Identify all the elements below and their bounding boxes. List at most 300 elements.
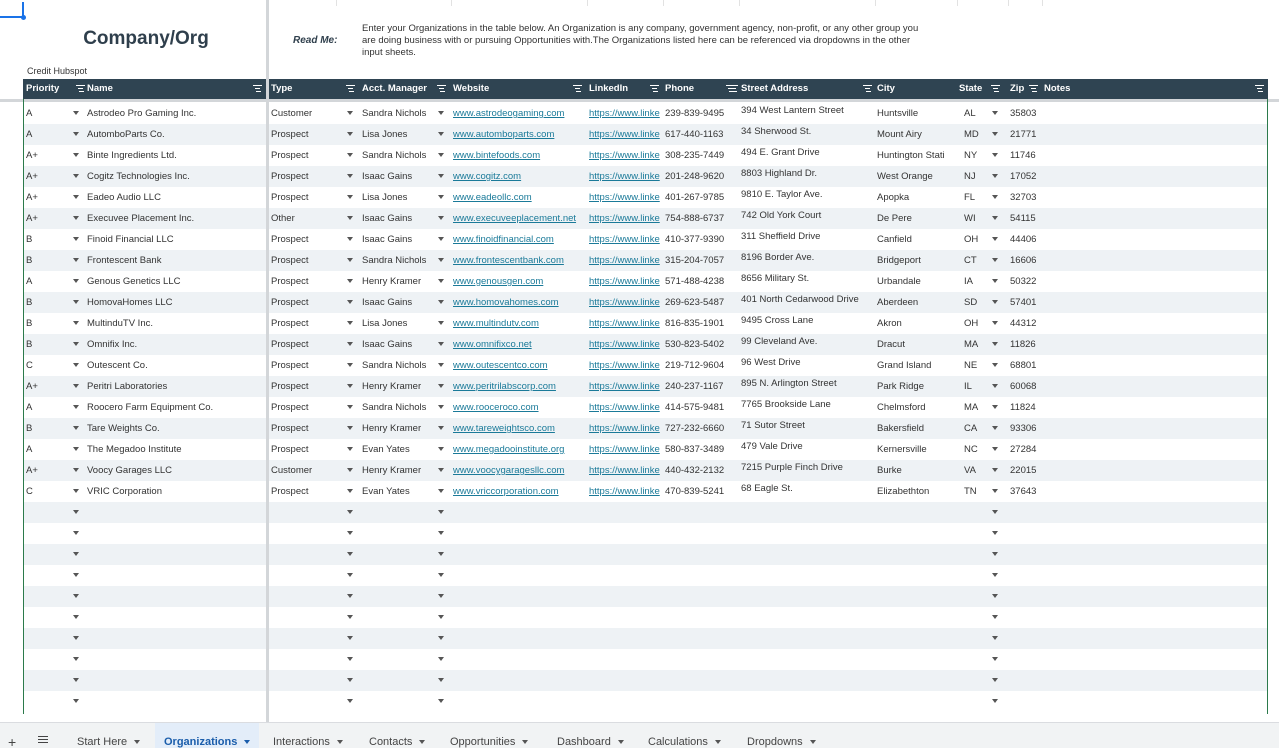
- dropdown-arrow-icon[interactable]: [347, 636, 353, 640]
- filter-icon[interactable]: [1029, 85, 1038, 93]
- dropdown-arrow-icon[interactable]: [347, 615, 353, 619]
- cell-type[interactable]: Prospect: [271, 192, 309, 203]
- dropdown-arrow-icon[interactable]: [347, 468, 353, 472]
- dropdown-arrow-icon[interactable]: [992, 552, 998, 556]
- cell-phone[interactable]: 219-712-9604: [665, 360, 725, 371]
- linkedin-link[interactable]: https://www.linke: [589, 234, 660, 245]
- cell-state[interactable]: MD: [964, 129, 979, 140]
- cell-name[interactable]: Execuvee Placement Inc.: [87, 213, 195, 224]
- cell-type[interactable]: Prospect: [271, 444, 309, 455]
- cell-zip[interactable]: 27284: [1010, 444, 1037, 455]
- tab-contacts[interactable]: [369, 723, 425, 748]
- cell-state[interactable]: MA: [964, 339, 979, 350]
- cell-zip[interactable]: 11826: [1010, 339, 1036, 350]
- cell-state[interactable]: MA: [964, 402, 979, 413]
- cell-street-address[interactable]: 479 Vale Drive: [741, 441, 803, 452]
- dropdown-arrow-icon[interactable]: [992, 279, 998, 283]
- all-sheets-menu-icon[interactable]: [38, 736, 48, 743]
- website-link[interactable]: www.automboparts.com: [453, 129, 555, 140]
- cell-acct-manager[interactable]: Henry Kramer: [362, 276, 422, 287]
- cell-phone[interactable]: 727-232-6660: [665, 423, 725, 434]
- dropdown-arrow-icon[interactable]: [347, 594, 353, 598]
- cell-state[interactable]: SD: [964, 297, 978, 308]
- cell-city[interactable]: Urbandale: [877, 276, 921, 287]
- cell-priority[interactable]: B: [26, 318, 33, 329]
- cell-name[interactable]: Frontescent Bank: [87, 255, 162, 266]
- cell-acct-manager[interactable]: Isaac Gains: [362, 213, 413, 224]
- linkedin-link[interactable]: https://www.linke: [589, 108, 660, 119]
- cell-type[interactable]: Prospect: [271, 318, 309, 329]
- dropdown-arrow-icon[interactable]: [438, 636, 444, 640]
- cell-state[interactable]: VA: [964, 465, 976, 476]
- cell-type[interactable]: Prospect: [271, 276, 309, 287]
- dropdown-arrow-icon[interactable]: [438, 489, 444, 493]
- dropdown-arrow-icon[interactable]: [73, 657, 79, 661]
- dropdown-arrow-icon[interactable]: [992, 342, 998, 346]
- dropdown-arrow-icon[interactable]: [992, 111, 998, 115]
- cell-linkedin[interactable]: [586, 187, 662, 208]
- dropdown-arrow-icon[interactable]: [438, 510, 444, 514]
- dropdown-arrow-icon[interactable]: [438, 111, 444, 115]
- cell-phone[interactable]: 201-248-9620: [665, 171, 725, 182]
- dropdown-arrow-icon[interactable]: [992, 615, 998, 619]
- cell-city[interactable]: Grand Island: [877, 360, 932, 371]
- dropdown-arrow-icon[interactable]: [347, 447, 353, 451]
- dropdown-arrow-icon[interactable]: [73, 468, 79, 472]
- dropdown-arrow-icon[interactable]: [347, 237, 353, 241]
- dropdown-arrow-icon[interactable]: [347, 153, 353, 157]
- cell-acct-manager[interactable]: Isaac Gains: [362, 171, 413, 182]
- cell-priority[interactable]: B: [26, 339, 33, 350]
- cell-phone[interactable]: 315-204-7057: [665, 255, 725, 266]
- cell-state[interactable]: FL: [964, 192, 976, 203]
- cell-name[interactable]: Eadeo Audio LLC: [87, 192, 161, 203]
- cell-state[interactable]: IA: [964, 276, 973, 287]
- column-header-street-address[interactable]: Street Address: [741, 83, 809, 94]
- dropdown-arrow-icon[interactable]: [438, 132, 444, 136]
- cell-street-address[interactable]: 8803 Highland Dr.: [741, 168, 818, 179]
- cell-name[interactable]: Omnifix Inc.: [87, 339, 138, 350]
- cell-priority[interactable]: A+: [26, 192, 38, 203]
- cell-website[interactable]: [450, 271, 586, 292]
- dropdown-arrow-icon[interactable]: [347, 174, 353, 178]
- filter-icon[interactable]: [729, 85, 738, 93]
- cell-type[interactable]: Prospect: [271, 486, 309, 497]
- cell-state[interactable]: OH: [964, 234, 979, 245]
- cell-linkedin[interactable]: [586, 166, 662, 187]
- dropdown-arrow-icon[interactable]: [347, 279, 353, 283]
- filter-icon[interactable]: [650, 85, 659, 93]
- cell-street-address[interactable]: 68 Eagle St.: [741, 483, 793, 494]
- cell-website[interactable]: [450, 166, 586, 187]
- tab-start-here[interactable]: [77, 723, 140, 748]
- cell-acct-manager[interactable]: Isaac Gains: [362, 339, 413, 350]
- linkedin-link[interactable]: https://www.linke: [589, 402, 660, 413]
- cell-website[interactable]: [450, 355, 586, 376]
- website-link[interactable]: www.rooceroco.com: [453, 402, 539, 413]
- website-link[interactable]: www.megadooinstitute.org: [453, 444, 565, 455]
- cell-street-address[interactable]: 9495 Cross Lane: [741, 315, 814, 326]
- linkedin-link[interactable]: https://www.linke: [589, 318, 660, 329]
- cell-street-address[interactable]: 8196 Border Ave.: [741, 252, 815, 263]
- cell-website[interactable]: [450, 292, 586, 313]
- cell-linkedin[interactable]: [586, 460, 662, 481]
- dropdown-arrow-icon[interactable]: [73, 258, 79, 262]
- cell-name[interactable]: Outescent Co.: [87, 360, 148, 371]
- linkedin-link[interactable]: https://www.linke: [589, 339, 660, 350]
- chevron-down-icon[interactable]: [618, 740, 624, 744]
- cell-zip[interactable]: 57401: [1010, 297, 1037, 308]
- cell-acct-manager[interactable]: Sandra Nichols: [362, 402, 427, 413]
- dropdown-arrow-icon[interactable]: [347, 426, 353, 430]
- filter-icon[interactable]: [437, 85, 446, 93]
- cell-zip[interactable]: 50322: [1010, 276, 1037, 287]
- dropdown-arrow-icon[interactable]: [438, 363, 444, 367]
- column-header-state[interactable]: State: [959, 83, 983, 94]
- cell-state[interactable]: CT: [964, 255, 977, 266]
- cell-type[interactable]: Prospect: [271, 423, 309, 434]
- filter-icon[interactable]: [573, 85, 582, 93]
- dropdown-arrow-icon[interactable]: [992, 657, 998, 661]
- dropdown-arrow-icon[interactable]: [992, 405, 998, 409]
- cell-street-address[interactable]: 96 West Drive: [741, 357, 801, 368]
- cell-city[interactable]: West Orange: [877, 171, 933, 182]
- dropdown-arrow-icon[interactable]: [347, 258, 353, 262]
- website-link[interactable]: www.genousgen.com: [453, 276, 544, 287]
- dropdown-arrow-icon[interactable]: [438, 384, 444, 388]
- cell-name[interactable]: Finoid Financial LLC: [87, 234, 174, 245]
- tab-interactions[interactable]: [273, 723, 343, 748]
- cell-street-address[interactable]: 34 Sherwood St.: [741, 126, 812, 137]
- cell-name[interactable]: Genous Genetics LLC: [87, 276, 181, 287]
- cell-priority[interactable]: A: [26, 129, 33, 140]
- dropdown-arrow-icon[interactable]: [347, 216, 353, 220]
- cell-type[interactable]: Prospect: [271, 402, 309, 413]
- dropdown-arrow-icon[interactable]: [438, 615, 444, 619]
- cell-acct-manager[interactable]: Evan Yates: [362, 444, 410, 455]
- linkedin-link[interactable]: https://www.linke: [589, 381, 660, 392]
- column-header-website[interactable]: Website: [453, 83, 490, 94]
- cell-linkedin[interactable]: [586, 103, 662, 124]
- dropdown-arrow-icon[interactable]: [992, 132, 998, 136]
- cell-priority[interactable]: A: [26, 402, 33, 413]
- cell-city[interactable]: Dracut: [877, 339, 905, 350]
- cell-linkedin[interactable]: [586, 229, 662, 250]
- cell-state[interactable]: NC: [964, 444, 978, 455]
- tab-calculations[interactable]: [648, 723, 721, 748]
- cell-website[interactable]: [450, 397, 586, 418]
- column-header-priority[interactable]: Priority: [26, 83, 60, 94]
- cell-type[interactable]: Prospect: [271, 255, 309, 266]
- chevron-down-icon[interactable]: [522, 740, 528, 744]
- dropdown-arrow-icon[interactable]: [347, 552, 353, 556]
- cell-zip[interactable]: 11824: [1010, 402, 1036, 413]
- cell-city[interactable]: Mount Airy: [877, 129, 922, 140]
- dropdown-arrow-icon[interactable]: [73, 321, 79, 325]
- dropdown-arrow-icon[interactable]: [438, 447, 444, 451]
- cell-street-address[interactable]: 71 Sutor Street: [741, 420, 805, 431]
- dropdown-arrow-icon[interactable]: [347, 300, 353, 304]
- cell-phone[interactable]: 440-432-2132: [665, 465, 725, 476]
- dropdown-arrow-icon[interactable]: [73, 510, 79, 514]
- cell-priority[interactable]: A: [26, 108, 33, 119]
- dropdown-arrow-icon[interactable]: [73, 699, 79, 703]
- dropdown-arrow-icon[interactable]: [73, 174, 79, 178]
- dropdown-arrow-icon[interactable]: [438, 153, 444, 157]
- cell-type[interactable]: Customer: [271, 108, 313, 119]
- dropdown-arrow-icon[interactable]: [438, 174, 444, 178]
- filter-icon[interactable]: [863, 85, 872, 93]
- cell-phone[interactable]: 401-267-9785: [665, 192, 725, 203]
- cell-state[interactable]: OH: [964, 318, 979, 329]
- cell-city[interactable]: Burke: [877, 465, 902, 476]
- chevron-down-icon[interactable]: [134, 740, 140, 744]
- cell-linkedin[interactable]: [586, 376, 662, 397]
- cell-priority[interactable]: B: [26, 423, 33, 434]
- dropdown-arrow-icon[interactable]: [992, 363, 998, 367]
- website-link[interactable]: www.tareweightsco.com: [453, 423, 555, 434]
- cell-city[interactable]: Huntsville: [877, 108, 919, 119]
- dropdown-arrow-icon[interactable]: [992, 426, 998, 430]
- dropdown-arrow-icon[interactable]: [992, 447, 998, 451]
- linkedin-link[interactable]: https://www.linke: [589, 297, 660, 308]
- cell-street-address[interactable]: 394 West Lantern Street: [741, 105, 844, 116]
- linkedin-link[interactable]: https://www.linke: [589, 192, 660, 203]
- dropdown-arrow-icon[interactable]: [73, 678, 79, 682]
- cell-zip[interactable]: 93306: [1010, 423, 1037, 434]
- cell-name[interactable]: HomovaHomes LLC: [87, 297, 173, 308]
- cell-name[interactable]: The Megadoo Institute: [87, 444, 182, 455]
- cell-name[interactable]: VRIC Corporation: [87, 486, 162, 497]
- website-link[interactable]: www.astrodeogaming.com: [453, 108, 565, 119]
- cell-name[interactable]: AutomboParts Co.: [87, 129, 165, 140]
- cell-name[interactable]: Voocy Garages LLC: [87, 465, 173, 476]
- cell-phone[interactable]: 414-575-9481: [665, 402, 725, 413]
- cell-website[interactable]: [450, 334, 586, 355]
- cell-type[interactable]: Prospect: [271, 360, 309, 371]
- cell-city[interactable]: Canfield: [877, 234, 912, 245]
- cell-zip[interactable]: 37643: [1010, 486, 1037, 497]
- dropdown-arrow-icon[interactable]: [73, 300, 79, 304]
- dropdown-arrow-icon[interactable]: [438, 342, 444, 346]
- cell-phone[interactable]: 580-837-3489: [665, 444, 725, 455]
- cell-street-address[interactable]: 494 E. Grant Drive: [741, 147, 820, 158]
- cell-street-address[interactable]: 742 Old York Court: [741, 210, 822, 221]
- linkedin-link[interactable]: https://www.linke: [589, 444, 660, 455]
- cell-zip[interactable]: 32703: [1010, 192, 1037, 203]
- dropdown-arrow-icon[interactable]: [438, 657, 444, 661]
- cell-name[interactable]: Binte Ingredients Ltd.: [87, 150, 177, 161]
- cell-linkedin[interactable]: [586, 439, 662, 460]
- cell-type[interactable]: Prospect: [271, 129, 309, 140]
- dropdown-arrow-icon[interactable]: [992, 258, 998, 262]
- cell-acct-manager[interactable]: Sandra Nichols: [362, 108, 427, 119]
- cell-type[interactable]: Customer: [271, 465, 313, 476]
- filter-icon[interactable]: [346, 85, 355, 93]
- cell-state[interactable]: NE: [964, 360, 978, 371]
- cell-priority[interactable]: A: [26, 276, 33, 287]
- cell-city[interactable]: Elizabethton: [877, 486, 930, 497]
- cell-phone[interactable]: 410-377-9390: [665, 234, 725, 245]
- cell-phone[interactable]: 269-623-5487: [665, 297, 725, 308]
- dropdown-arrow-icon[interactable]: [347, 363, 353, 367]
- dropdown-arrow-icon[interactable]: [438, 216, 444, 220]
- dropdown-arrow-icon[interactable]: [347, 384, 353, 388]
- website-link[interactable]: www.omnifixco.net: [453, 339, 532, 350]
- dropdown-arrow-icon[interactable]: [347, 342, 353, 346]
- cell-phone[interactable]: 571-488-4238: [665, 276, 725, 287]
- linkedin-link[interactable]: https://www.linke: [589, 150, 660, 161]
- cell-phone[interactable]: 470-839-5241: [665, 486, 725, 497]
- add-sheet-button[interactable]: +: [8, 734, 17, 748]
- linkedin-link[interactable]: https://www.linke: [589, 423, 660, 434]
- dropdown-arrow-icon[interactable]: [438, 594, 444, 598]
- dropdown-arrow-icon[interactable]: [73, 195, 79, 199]
- cell-street-address[interactable]: 8656 Military St.: [741, 273, 810, 284]
- cell-street-address[interactable]: 311 Sheffield Drive: [741, 231, 821, 242]
- cell-priority[interactable]: B: [26, 234, 33, 245]
- cell-website[interactable]: [450, 229, 586, 250]
- cell-city[interactable]: Bakersfield: [877, 423, 924, 434]
- filter-icon[interactable]: [991, 85, 1000, 93]
- cell-linkedin[interactable]: [586, 145, 662, 166]
- linkedin-link[interactable]: https://www.linke: [589, 465, 660, 476]
- cell-website[interactable]: [450, 208, 586, 229]
- cell-linkedin[interactable]: [586, 124, 662, 145]
- dropdown-arrow-icon[interactable]: [73, 279, 79, 283]
- cell-city[interactable]: Huntington Stati: [877, 150, 945, 161]
- filter-icon[interactable]: [253, 85, 262, 93]
- dropdown-arrow-icon[interactable]: [992, 594, 998, 598]
- cell-acct-manager[interactable]: Isaac Gains: [362, 297, 413, 308]
- dropdown-arrow-icon[interactable]: [438, 531, 444, 535]
- cell-zip[interactable]: 21771: [1010, 129, 1037, 140]
- website-link[interactable]: www.homovahomes.com: [453, 297, 559, 308]
- cell-name[interactable]: Cogitz Technologies Inc.: [87, 171, 190, 182]
- dropdown-arrow-icon[interactable]: [992, 573, 998, 577]
- cell-street-address[interactable]: 895 N. Arlington Street: [741, 378, 837, 389]
- cell-acct-manager[interactable]: Isaac Gains: [362, 234, 413, 245]
- dropdown-arrow-icon[interactable]: [347, 573, 353, 577]
- cell-zip[interactable]: 44406: [1010, 234, 1037, 245]
- cell-website[interactable]: [450, 439, 586, 460]
- cell-priority[interactable]: A+: [26, 150, 38, 161]
- chevron-down-icon[interactable]: [715, 740, 721, 744]
- cell-zip[interactable]: 17052: [1010, 171, 1037, 182]
- cell-name[interactable]: Astrodeo Pro Gaming Inc.: [87, 108, 197, 119]
- dropdown-arrow-icon[interactable]: [347, 132, 353, 136]
- cell-state[interactable]: TN: [964, 486, 977, 497]
- dropdown-arrow-icon[interactable]: [347, 321, 353, 325]
- dropdown-arrow-icon[interactable]: [992, 237, 998, 241]
- cell-linkedin[interactable]: [586, 481, 662, 502]
- cell-acct-manager[interactable]: Sandra Nichols: [362, 360, 427, 371]
- cell-phone[interactable]: 239-839-9495: [665, 108, 725, 119]
- dropdown-arrow-icon[interactable]: [73, 132, 79, 136]
- cell-phone[interactable]: 240-237-1167: [665, 381, 724, 392]
- cell-state[interactable]: CA: [964, 423, 978, 434]
- website-link[interactable]: www.execuveeplacement.net: [453, 213, 577, 224]
- cell-state[interactable]: IL: [964, 381, 972, 392]
- filter-icon[interactable]: [1255, 85, 1264, 93]
- linkedin-link[interactable]: https://www.linke: [589, 255, 660, 266]
- cell-name[interactable]: Roocero Farm Equipment Co.: [87, 402, 214, 413]
- dropdown-arrow-icon[interactable]: [347, 195, 353, 199]
- dropdown-arrow-icon[interactable]: [992, 300, 998, 304]
- linkedin-link[interactable]: https://www.linke: [589, 213, 660, 224]
- cell-linkedin[interactable]: [586, 208, 662, 229]
- website-link[interactable]: www.vriccorporation.com: [453, 486, 559, 497]
- dropdown-arrow-icon[interactable]: [73, 426, 79, 430]
- cell-acct-manager[interactable]: Henry Kramer: [362, 465, 422, 476]
- website-link[interactable]: www.frontescentbank.com: [453, 255, 564, 266]
- cell-linkedin[interactable]: [586, 334, 662, 355]
- cell-type[interactable]: Prospect: [271, 171, 309, 182]
- dropdown-arrow-icon[interactable]: [992, 153, 998, 157]
- cell-phone[interactable]: 308-235-7449: [665, 150, 725, 161]
- cell-website[interactable]: [450, 481, 586, 502]
- cell-state[interactable]: AL: [964, 108, 976, 119]
- cell-state[interactable]: NJ: [964, 171, 976, 182]
- cell-website[interactable]: [450, 124, 586, 145]
- cell-priority[interactable]: B: [26, 297, 33, 308]
- dropdown-arrow-icon[interactable]: [73, 111, 79, 115]
- dropdown-arrow-icon[interactable]: [73, 489, 79, 493]
- dropdown-arrow-icon[interactable]: [73, 594, 79, 598]
- dropdown-arrow-icon[interactable]: [438, 573, 444, 577]
- dropdown-arrow-icon[interactable]: [73, 636, 79, 640]
- column-header-phone[interactable]: Phone: [665, 83, 695, 94]
- cell-phone[interactable]: 754-888-6737: [665, 213, 725, 224]
- column-header-name[interactable]: Name: [87, 83, 113, 94]
- chevron-down-icon[interactable]: [810, 740, 816, 744]
- cell-zip[interactable]: 54115: [1010, 213, 1036, 224]
- dropdown-arrow-icon[interactable]: [992, 531, 998, 535]
- cell-state[interactable]: NY: [964, 150, 978, 161]
- website-link[interactable]: www.multindutv.com: [453, 318, 539, 329]
- cell-website[interactable]: [450, 145, 586, 166]
- cell-website[interactable]: [450, 418, 586, 439]
- dropdown-arrow-icon[interactable]: [73, 342, 79, 346]
- dropdown-arrow-icon[interactable]: [438, 678, 444, 682]
- dropdown-arrow-icon[interactable]: [73, 531, 79, 535]
- cell-website[interactable]: [450, 313, 586, 334]
- tab-dashboard[interactable]: [557, 723, 624, 748]
- cell-city[interactable]: Apopka: [877, 192, 910, 203]
- cell-linkedin[interactable]: [586, 250, 662, 271]
- linkedin-link[interactable]: https://www.linke: [589, 276, 660, 287]
- cell-acct-manager[interactable]: Evan Yates: [362, 486, 410, 497]
- dropdown-arrow-icon[interactable]: [347, 531, 353, 535]
- cell-city[interactable]: Chelmsford: [877, 402, 926, 413]
- cell-state[interactable]: WI: [964, 213, 976, 224]
- cell-priority[interactable]: A: [26, 444, 33, 455]
- column-header-linkedin[interactable]: LinkedIn: [589, 83, 629, 94]
- fill-handle[interactable]: [21, 15, 26, 20]
- cell-phone[interactable]: 816-835-1901: [665, 318, 725, 329]
- dropdown-arrow-icon[interactable]: [347, 405, 353, 409]
- dropdown-arrow-icon[interactable]: [992, 678, 998, 682]
- dropdown-arrow-icon[interactable]: [992, 468, 998, 472]
- website-link[interactable]: www.cogitz.com: [453, 171, 522, 182]
- linkedin-link[interactable]: https://www.linke: [589, 171, 660, 182]
- dropdown-arrow-icon[interactable]: [73, 237, 79, 241]
- cell-name[interactable]: Tare Weights Co.: [87, 423, 160, 434]
- linkedin-link[interactable]: https://www.linke: [589, 129, 660, 140]
- column-header-notes[interactable]: Notes: [1044, 83, 1071, 94]
- cell-priority[interactable]: B: [26, 255, 33, 266]
- website-link[interactable]: www.outescentco.com: [453, 360, 548, 371]
